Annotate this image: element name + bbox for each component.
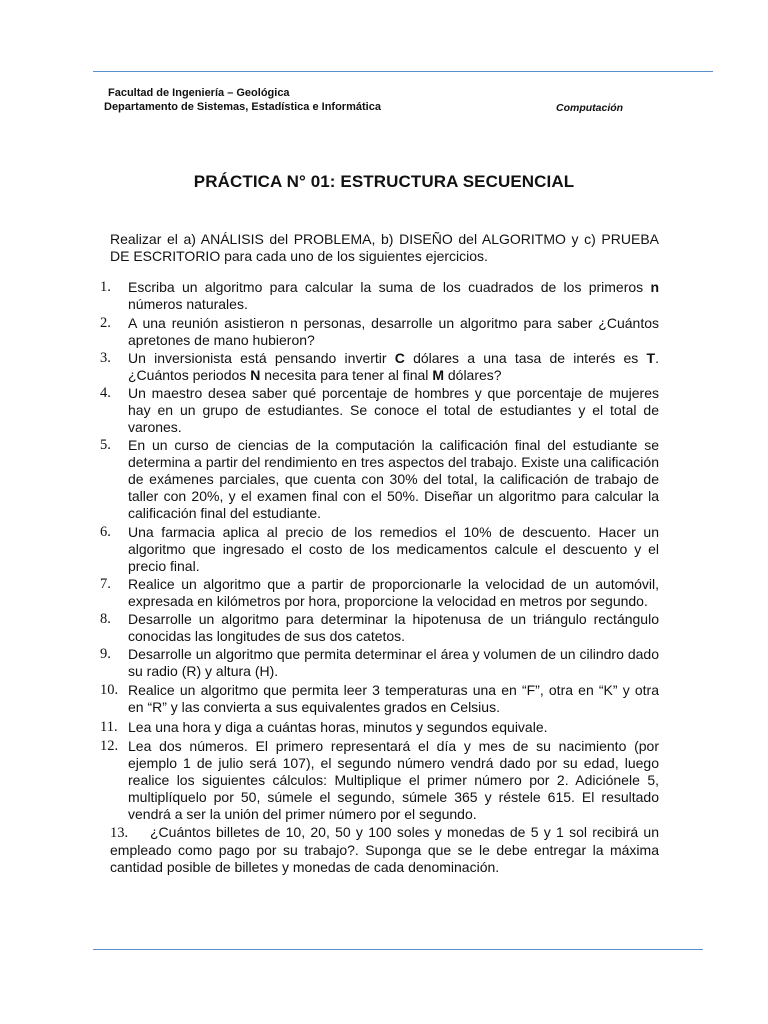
header-rule [93,71,713,72]
course-name: Computación [556,102,624,114]
faculty-name: Facultad de Ingeniería – Geológica [108,87,290,99]
footer-rule [93,949,703,950]
exercise-item-9 [100,646,659,680]
exercise-item-1 [100,279,659,313]
exercise-number: 7. [100,576,111,592]
exercise-text: Un inversionista está pensando invertir C dólares a una tasa de interés es T. ¿Cuántos periodos N necesita para tener al final M dólares? [128,350,659,383]
exercise-text: Una farmacia aplica al precio de los remedios el 10% de descuento. Hacer un algoritmo que ingresado el costo de los medicamentos calcule el descuento y el precio final. [128,524,659,574]
exercise-text: Un maestro desea saber qué porcentaje de hombres y que porcentaje de mujeres hay en un grupo de estudiantes. Se conoce el total de estudiantes y el total de varones. [128,385,659,435]
exercise-number: 4. [100,385,111,401]
exercise-text: Escriba un algoritmo para calcular la suma de los cuadrados de los primeros n números naturales. [128,279,659,312]
exercise-text: Desarrolle un algoritmo que permita determinar el área y volumen de un cilindro dado su radio (R) y altura (H). [128,646,659,679]
exercise-text: Realice un algoritmo que permita leer 3 temperaturas una en “F”, otra en “K” y otra en “R” y las convierta a sus equivalentes grados en Celsius. [128,682,659,715]
exercise-item-13 [110,824,659,876]
exercise-item-7 [100,576,659,610]
exercise-text: ¿Cuántos billetes de 10, 20, 50 y 100 soles y monedas de 5 y 1 sol recibirá un empleado como pago por su trabajo?. Suponga que se le debe entregar la máxima cantidad posible de billetes y monedas de cada denominación. [110,824,659,875]
exercise-text: En un curso de ciencias de la computación la calificación final del estudiante se determina a partir del rendimiento en tres aspectos del trabajo. Existe una calificación de exámenes parciales, que cuenta con 30% del total, la calificación de trabajo de taller con 20%, y el examen final con el 50%. Diseñar un algoritmo para calcular la calificación final del estudiante. [128,437,659,521]
page-title: PRÁCTICA N° 01: ESTRUCTURA SECUENCIAL [193,172,575,191]
exercise-number: 6. [100,524,111,540]
exercise-text: Lea una hora y diga a cuántas horas, minutos y segundos equivale. [128,719,548,735]
exercise-text: Desarrolle un algoritmo para determinar la hipotenusa de un triángulo rectángulo conocidas las longitudes de sus dos catetos. [128,611,659,644]
exercise-number: 10. [100,682,119,698]
exercise-item-4 [100,385,659,436]
exercise-item-5 [100,437,659,522]
exercise-text: Realice un algoritmo que a partir de proporcionarle la velocidad de un automóvil, expresada en kilómetros por hora, proporcione la velocidad en metros por segundo. [128,576,659,609]
exercise-item-3 [100,350,659,384]
intro-paragraph: Realizar el a) ANÁLISIS del PROBLEMA, b) DISEÑO del ALGORITMO y c) PRUEBA DE ESCRITORIO para cada uno de los siguientes ejercicios. [110,231,659,264]
exercise-number: 5. [100,437,111,453]
exercise-text: A una reunión asistieron n personas, desarrolle un algoritmo para saber ¿Cuántos apretones de mano hubieron? [128,315,659,348]
exercise-text: Lea dos números. El primero representará el día y mes de su nacimiento (por ejemplo 1 de julio será 107), el segundo número vendrá dado por su edad, luego realice los siguientes cálculos: Multiplique el primer número por 2. Adiciónele 5, multiplíquelo por 50, súmele el segundo, súmele 365 y réstele 615. El resultado vendrá a ser la unión del primer número por el segundo. [128,738,659,822]
exercise-number: 2. [100,315,111,331]
exercise-item-2 [100,315,659,349]
exercise-number: 3. [100,350,111,366]
exercise-item-12 [100,738,659,823]
exercise-number: 13. [110,825,129,841]
exercise-item-8 [100,611,659,645]
exercise-number: 1. [100,279,111,295]
exercise-number: 12. [100,738,119,754]
exercise-number: 9. [100,646,111,662]
exercise-number: 11. [100,719,118,735]
exercise-item-10 [100,682,659,716]
exercise-item-11 [100,719,659,736]
exercise-number: 8. [100,611,111,627]
department-name: Departamento de Sistemas, Estadística e Informática [104,101,381,113]
exercise-item-6 [100,524,659,575]
